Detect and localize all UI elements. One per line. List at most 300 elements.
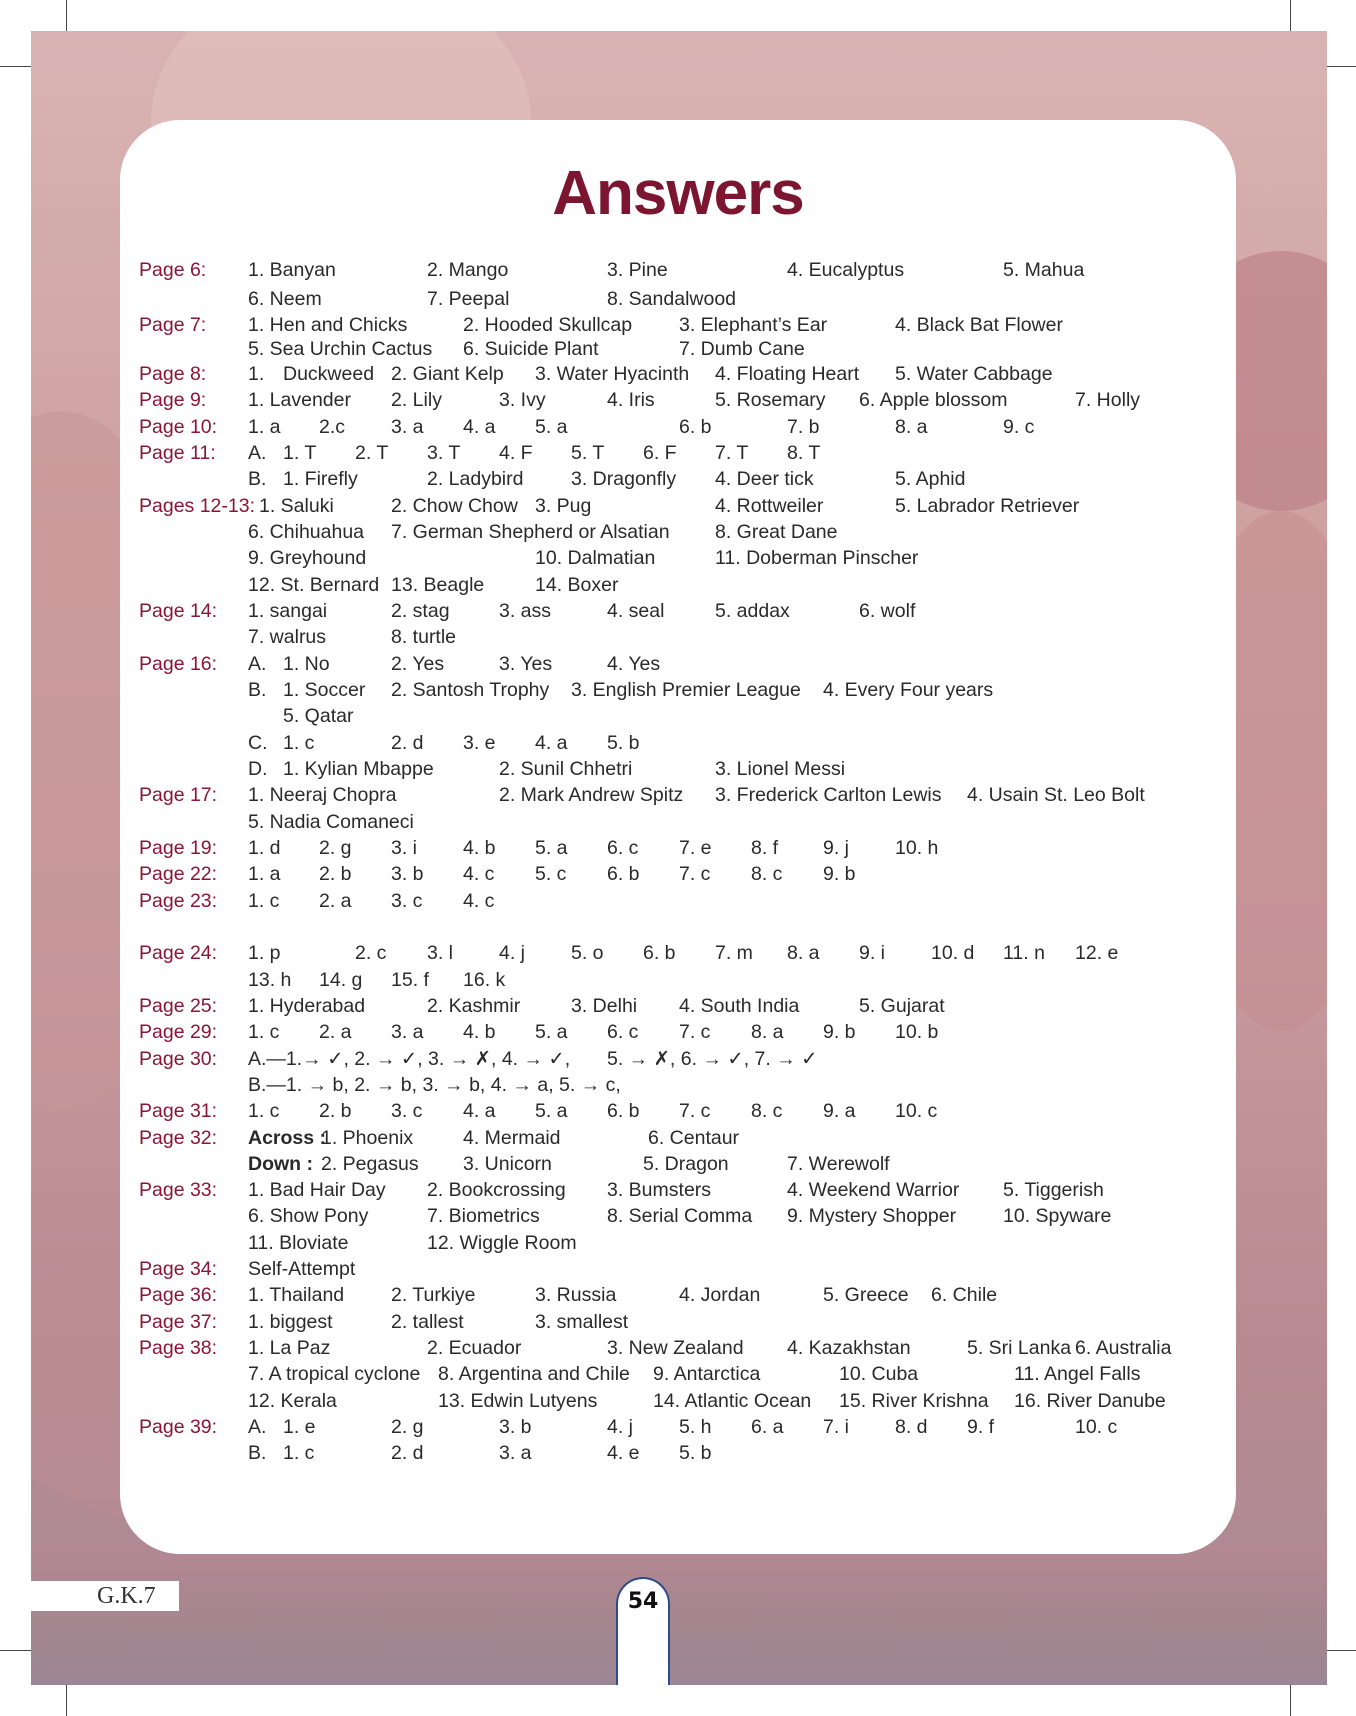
answer-line xyxy=(0,1125,1356,1151)
answer-item: 4. Iris xyxy=(607,389,655,411)
page-reference-label: Page 31: xyxy=(139,1100,218,1122)
answer-item: 5. a xyxy=(535,837,568,859)
answer-item: 4. b xyxy=(463,837,496,859)
answer-item: 3. i xyxy=(391,837,418,859)
answer-item: 5. b xyxy=(607,732,640,754)
answer-item: 10. Spyware xyxy=(1003,1205,1112,1227)
answer-item: 9. c xyxy=(1003,416,1035,438)
answer-item: 2. d xyxy=(391,732,424,754)
book-label: G.K.7 xyxy=(31,1581,179,1611)
answer-line xyxy=(0,967,1356,993)
answer-item: 4. j xyxy=(499,942,526,964)
answer-item: 4. c xyxy=(463,863,495,885)
answer-item: 4. Black Bat Flower xyxy=(895,314,1063,336)
answer-line xyxy=(0,1177,1356,1203)
answer-item: 4. e xyxy=(607,1442,640,1464)
answer-item: 6. Neem xyxy=(248,288,322,310)
answer-item: 1. a xyxy=(248,863,281,885)
answer-item: 1. Neeraj Chopra xyxy=(248,784,397,806)
answer-item: 1. a xyxy=(248,416,281,438)
answer-item: 7. German Shepherd or Alsatian xyxy=(391,521,670,543)
answer-item: 12. e xyxy=(1075,942,1119,964)
answer-line xyxy=(0,414,1356,440)
answer-item: 2. Kashmir xyxy=(427,995,521,1017)
answer-line xyxy=(0,861,1356,887)
answer-item: 1. Kylian Mbappe xyxy=(283,758,434,780)
answer-item: 2. g xyxy=(391,1416,424,1438)
answer-item: 9. j xyxy=(823,837,850,859)
page-reference-label: Page 23: xyxy=(139,890,218,912)
answer-item: 3. Delhi xyxy=(571,995,638,1017)
answer-item: 5. Greece xyxy=(823,1284,909,1306)
answer-item: 5. o xyxy=(571,942,604,964)
answer-item: 4. F xyxy=(499,442,533,464)
answer-item: 6. b xyxy=(607,863,640,885)
answer-item: 9. a xyxy=(823,1100,856,1122)
answer-item: 5. Labrador Retriever xyxy=(895,495,1080,517)
answer-item: 8. d xyxy=(895,1416,928,1438)
page-reference-label: Page 17: xyxy=(139,784,218,806)
answer-item: 6. Chile xyxy=(931,1284,998,1306)
answer-item: 2. stag xyxy=(391,600,450,622)
answer-item: 4. a xyxy=(463,416,496,438)
answer-line xyxy=(0,1414,1356,1440)
answer-line xyxy=(0,440,1356,466)
answer-line xyxy=(0,809,1356,835)
answer-item: 12. St. Bernard xyxy=(248,574,380,596)
answer-line xyxy=(0,257,1356,283)
answer-item: 7. m xyxy=(715,942,753,964)
answer-item: 8. a xyxy=(787,942,820,964)
answer-item: 9. Antarctica xyxy=(653,1363,761,1385)
answer-item: 13. h xyxy=(248,969,292,991)
answer-line xyxy=(0,730,1356,756)
answer-item: 3. Water Hyacinth xyxy=(535,363,690,385)
answer-item: 3. English Premier League xyxy=(571,679,801,701)
answer-item: 5. Water Cabbage xyxy=(895,363,1053,385)
answer-item: 4. seal xyxy=(607,600,665,622)
page-reference-label: Pages 12-13: xyxy=(139,495,256,517)
answer-item: 1. c xyxy=(248,890,280,912)
answer-item: 2. d xyxy=(391,1442,424,1464)
answer-item: 6. F xyxy=(643,442,677,464)
answer-item: 2. Sunil Chhetri xyxy=(499,758,633,780)
answer-item: 2. Turkiye xyxy=(391,1284,476,1306)
answer-line xyxy=(0,1019,1356,1045)
answer-item: 7. c xyxy=(679,863,711,885)
answer-line xyxy=(0,677,1356,703)
answer-line xyxy=(0,624,1356,650)
answer-item: 3. smallest xyxy=(535,1311,629,1333)
answer-item: Duckweed xyxy=(283,363,375,385)
answer-item: 3. Ivy xyxy=(499,389,546,411)
answer-item: A.—1.→ ✓, 2. → ✓, 3. → ✗, 4. → ✓, xyxy=(248,1048,571,1070)
answer-line xyxy=(0,835,1356,861)
answer-item: 11. n xyxy=(1003,942,1045,964)
answer-item: 8. Serial Comma xyxy=(607,1205,753,1227)
answer-item: 1. Hyderabad xyxy=(248,995,366,1017)
answer-item: 2. a xyxy=(319,890,352,912)
answer-item: 5. a xyxy=(535,1100,568,1122)
answer-item: 4. Weekend Warrior xyxy=(787,1179,960,1201)
answer-item: 3. Bumsters xyxy=(607,1179,712,1201)
section-marker: A. xyxy=(248,653,267,675)
answer-item: 1. e xyxy=(283,1416,316,1438)
answer-item: 5. Qatar xyxy=(283,705,354,727)
answer-line xyxy=(0,993,1356,1019)
answer-item: 4. Usain St. Leo Bolt xyxy=(967,784,1145,806)
page-reference-label: Page 34: xyxy=(139,1258,218,1280)
answer-line xyxy=(0,1335,1356,1361)
answer-line xyxy=(0,387,1356,413)
answer-item: 13. Edwin Lutyens xyxy=(438,1390,598,1412)
answer-item: 1. Phoenix xyxy=(321,1127,414,1149)
answer-item: 5. h xyxy=(679,1416,712,1438)
answer-item: 1. Banyan xyxy=(248,259,336,281)
answer-item: 7. c xyxy=(679,1021,711,1043)
answer-item: 3. a xyxy=(391,416,424,438)
answer-item: 1. Firefly xyxy=(283,468,358,490)
answer-item: 2. a xyxy=(319,1021,352,1043)
answer-item: 3. Unicorn xyxy=(463,1153,552,1175)
answer-item: 15. River Krishna xyxy=(839,1390,989,1412)
answer-item: 14. Boxer xyxy=(535,574,619,596)
page-reference-label: Page 8: xyxy=(139,363,207,385)
answer-item: 4. South India xyxy=(679,995,800,1017)
answer-item: 7. Dumb Cane xyxy=(679,338,805,360)
answer-item: 14. g xyxy=(319,969,363,991)
answer-line xyxy=(0,493,1356,519)
answer-item: 9. b xyxy=(823,863,856,885)
answer-item: 1. No xyxy=(283,653,330,675)
answer-item: 6. Australia xyxy=(1075,1337,1172,1359)
answer-item: 10. c xyxy=(1075,1416,1118,1438)
answer-item: 9. i xyxy=(859,942,886,964)
answer-item: 2. Pegasus xyxy=(321,1153,419,1175)
answer-item: 1. La Paz xyxy=(248,1337,331,1359)
answer-item: 2. Chow Chow xyxy=(391,495,518,517)
page-reference-label: Page 16: xyxy=(139,653,218,675)
answer-item: 1. p xyxy=(248,942,281,964)
answer-line xyxy=(0,651,1356,677)
answer-item: 10. Dalmatian xyxy=(535,547,656,569)
answer-item: 7. A tropical cyclone xyxy=(248,1363,421,1385)
page-reference-label: Page 19: xyxy=(139,837,218,859)
answer-item: 10. c xyxy=(895,1100,938,1122)
answer-line xyxy=(0,312,1356,338)
answer-line xyxy=(0,1203,1356,1229)
answer-item: 3. Frederick Carlton Lewis xyxy=(715,784,942,806)
answer-item: 6. Suicide Plant xyxy=(463,338,599,360)
answer-item: 16. k xyxy=(463,969,506,991)
answer-item: 7. Werewolf xyxy=(787,1153,890,1175)
answer-item: 8. c xyxy=(751,863,783,885)
page-reference-label: Page 11: xyxy=(139,442,216,464)
answer-line xyxy=(0,1440,1356,1466)
answer-item: 2. Ecuador xyxy=(427,1337,522,1359)
answer-item: 3. Pug xyxy=(535,495,592,517)
answer-item: 1. c xyxy=(248,1100,280,1122)
answer-item: 3. b xyxy=(391,863,424,885)
answer-item: 2. b xyxy=(319,1100,352,1122)
answer-item: 4. Mermaid xyxy=(463,1127,561,1149)
answer-item: 6. c xyxy=(607,1021,639,1043)
page-reference-label: Page 6: xyxy=(139,259,207,281)
answer-item: 2. Yes xyxy=(391,653,445,675)
answer-line xyxy=(0,940,1356,966)
answer-item: 11. Doberman Pinscher xyxy=(715,547,919,569)
answer-item: 5. b xyxy=(679,1442,712,1464)
answer-item: 5. Sea Urchin Cactus xyxy=(248,338,433,360)
answer-item: 4. Kazakhstan xyxy=(787,1337,911,1359)
answer-item: 1. d xyxy=(248,837,281,859)
answer-item: 6. b xyxy=(607,1100,640,1122)
answer-item: 1. biggest xyxy=(248,1311,333,1333)
answer-item: 6. Centaur xyxy=(648,1127,740,1149)
answer-item: 3. Elephant’s Ear xyxy=(679,314,828,336)
page-reference-label: Page 33: xyxy=(139,1179,218,1201)
answer-line xyxy=(0,782,1356,808)
answer-item: 4. Deer tick xyxy=(715,468,814,490)
answer-item: 4. b xyxy=(463,1021,496,1043)
section-marker: B. xyxy=(248,679,267,701)
answer-item: 3. e xyxy=(463,732,496,754)
answer-line xyxy=(0,1282,1356,1308)
answer-item: 13. Beagle xyxy=(391,574,485,596)
answer-item: 4. Every Four years xyxy=(823,679,994,701)
answer-item: 3. b xyxy=(499,1416,532,1438)
answer-item: 6. Chihuahua xyxy=(248,521,365,543)
answer-item: 1. sangai xyxy=(248,600,328,622)
answer-item: B.—1. → b, 2. → b, 3. → b, 4. → a, 5. → c, xyxy=(248,1074,621,1096)
answer-item: 1. c xyxy=(283,732,315,754)
page-reference-label: Page 37: xyxy=(139,1311,218,1333)
answer-item: 3. Dragonfly xyxy=(571,468,677,490)
page-number-tab xyxy=(616,1577,670,1685)
answer-item: 4. j xyxy=(607,1416,634,1438)
answer-line xyxy=(0,756,1356,782)
answer-item: 10. d xyxy=(931,942,975,964)
answer-item: 4. c xyxy=(463,890,495,912)
answer-line xyxy=(0,598,1356,624)
answer-item: 3. Lionel Messi xyxy=(715,758,846,780)
answer-item: 2. c xyxy=(355,942,387,964)
answer-item: 7. Holly xyxy=(1075,389,1141,411)
answer-item: 5. Sri Lanka xyxy=(967,1337,1072,1359)
page-reference-label: Page 10: xyxy=(139,416,218,438)
page-reference-label: Page 29: xyxy=(139,1021,218,1043)
answer-item: 3. Russia xyxy=(535,1284,617,1306)
answer-line xyxy=(0,888,1356,914)
answer-item: 2. Ladybird xyxy=(427,468,524,490)
answer-item: 5. → ✗, 6. → ✓, 7. → ✓ xyxy=(607,1048,818,1070)
answer-item: 9. f xyxy=(967,1416,995,1438)
page-reference-label: Page 22: xyxy=(139,863,218,885)
answer-item: 3. New Zealand xyxy=(607,1337,744,1359)
answer-item: 7. i xyxy=(823,1416,850,1438)
answer-line xyxy=(0,1361,1356,1387)
answer-item: 5. Nadia Comaneci xyxy=(248,811,414,833)
page-reference-label: Page 9: xyxy=(139,389,207,411)
answer-item: 7. c xyxy=(679,1100,711,1122)
answer-item: 2. Mark Andrew Spitz xyxy=(499,784,684,806)
answer-line xyxy=(0,1072,1356,1098)
answer-item: 2. Giant Kelp xyxy=(391,363,504,385)
answer-item: 2. b xyxy=(319,863,352,885)
page-reference-label: Page 24: xyxy=(139,942,218,964)
answer-item: 3. a xyxy=(391,1021,424,1043)
page-title: Answers xyxy=(552,159,804,228)
answer-item: 6. b xyxy=(679,416,712,438)
answer-item: 9. Mystery Shopper xyxy=(787,1205,957,1227)
answer-item: 1. xyxy=(248,363,265,385)
answer-item: 8. T xyxy=(787,442,821,464)
answer-item: 9. Greyhound xyxy=(248,547,367,569)
answer-item: 5. Rosemary xyxy=(715,389,826,411)
answer-item: 1. Bad Hair Day xyxy=(248,1179,386,1201)
answer-item: 4. a xyxy=(535,732,568,754)
answer-item: 8. f xyxy=(751,837,779,859)
answer-item: 4. a xyxy=(463,1100,496,1122)
answer-item: 5. addax xyxy=(715,600,790,622)
section-marker: B. xyxy=(248,1442,267,1464)
answer-item: 3. c xyxy=(391,1100,423,1122)
answer-item: 2. Hooded Skullcap xyxy=(463,314,633,336)
page-reference-label: Page 25: xyxy=(139,995,218,1017)
page-reference-label: Page 32: xyxy=(139,1127,218,1149)
answer-item: 8. turtle xyxy=(391,626,457,648)
answer-item: 3. ass xyxy=(499,600,552,622)
answer-item: 5. Tiggerish xyxy=(1003,1179,1104,1201)
answer-item: 5. c xyxy=(535,863,567,885)
section-marker: A. xyxy=(248,1416,267,1438)
answer-item: 8. a xyxy=(751,1021,784,1043)
answer-item: 4. Eucalyptus xyxy=(787,259,905,281)
answer-item: 1. c xyxy=(283,1442,315,1464)
answer-item: 7. e xyxy=(679,837,712,859)
answer-item: 5. T xyxy=(571,442,605,464)
answer-item: 5. Aphid xyxy=(895,468,966,490)
answer-item: 12. Kerala xyxy=(248,1390,337,1412)
answer-item: 1. T xyxy=(283,442,317,464)
answer-item: 4. Floating Heart xyxy=(715,363,860,385)
clue-direction-label: Down : xyxy=(248,1153,313,1175)
answer-item: 6. wolf xyxy=(859,600,916,622)
answer-line xyxy=(0,361,1356,387)
answer-item: Self-Attempt xyxy=(248,1258,356,1280)
answer-item: 2.c xyxy=(319,416,346,438)
answer-item: 3. Pine xyxy=(607,259,668,281)
answer-line xyxy=(0,1230,1356,1256)
clue-direction-label: Across : xyxy=(248,1127,327,1149)
answer-item: 1. Soccer xyxy=(283,679,366,701)
answer-line xyxy=(0,572,1356,598)
page-reference-label: Page 36: xyxy=(139,1284,218,1306)
answer-line xyxy=(0,286,1356,312)
page-reference-label: Page 30: xyxy=(139,1048,218,1070)
answer-item: 4. Rottweiler xyxy=(715,495,824,517)
answer-line xyxy=(0,1098,1356,1124)
answer-item: 1. Lavender xyxy=(248,389,351,411)
section-marker: A. xyxy=(248,442,267,464)
answer-item: 10. Cuba xyxy=(839,1363,919,1385)
answer-item: 1. c xyxy=(248,1021,280,1043)
answer-item: 7. b xyxy=(787,416,820,438)
answer-item: 12. Wiggle Room xyxy=(427,1232,577,1254)
answer-item: 3. l xyxy=(427,942,454,964)
answer-item: 10. b xyxy=(895,1021,939,1043)
answer-item: 15. f xyxy=(391,969,429,991)
answer-item: 7. Peepal xyxy=(427,288,510,310)
page-reference-label: Page 7: xyxy=(139,314,207,336)
answer-item: 2. Mango xyxy=(427,259,509,281)
answer-line xyxy=(0,1151,1356,1177)
answer-item: 4. Yes xyxy=(607,653,661,675)
answer-item: 5. Gujarat xyxy=(859,995,945,1017)
answer-item: 6. Apple blossom xyxy=(859,389,1008,411)
page-reference-label: Page 39: xyxy=(139,1416,218,1438)
answer-item: 1. Saluki xyxy=(259,495,334,517)
answer-item: 8. Argentina and Chile xyxy=(438,1363,630,1385)
page-number: 54 xyxy=(627,1589,659,1614)
answer-item: 6. a xyxy=(751,1416,784,1438)
answer-item: 7. walrus xyxy=(248,626,327,648)
section-marker: C. xyxy=(248,732,268,754)
answer-item: 2. Santosh Trophy xyxy=(391,679,550,701)
answer-item: 4. Jordan xyxy=(679,1284,761,1306)
answer-item: 11. Bloviate xyxy=(248,1232,349,1254)
answer-item: 5. Mahua xyxy=(1003,259,1085,281)
answer-item: 3. a xyxy=(499,1442,532,1464)
answer-item: 8. Great Dane xyxy=(715,521,838,543)
answer-item: 6. c xyxy=(607,837,639,859)
answer-line xyxy=(0,545,1356,571)
answer-item: 2. T xyxy=(355,442,389,464)
answer-line xyxy=(0,1388,1356,1414)
page-reference-label: Page 14: xyxy=(139,600,218,622)
answer-item: 5. a xyxy=(535,416,568,438)
answer-item: 8. Sandalwood xyxy=(607,288,737,310)
answer-item: 3. Yes xyxy=(499,653,553,675)
answer-item: 6. Show Pony xyxy=(248,1205,369,1227)
answer-line xyxy=(0,336,1356,362)
answer-item: 2. Lily xyxy=(391,389,442,411)
answer-line xyxy=(0,1309,1356,1335)
answer-line xyxy=(0,703,1356,729)
answer-item: 10. h xyxy=(895,837,939,859)
answer-item: 2. g xyxy=(319,837,352,859)
answer-line xyxy=(0,519,1356,545)
answer-item: 11. Angel Falls xyxy=(1014,1363,1141,1385)
page-reference-label: Page 38: xyxy=(139,1337,218,1359)
answer-item: 8. a xyxy=(895,416,928,438)
answer-item: 3. c xyxy=(391,890,423,912)
answer-item: 1. Thailand xyxy=(248,1284,345,1306)
answer-item: 1. Hen and Chicks xyxy=(248,314,408,336)
answer-line xyxy=(0,1256,1356,1282)
answer-item: 14. Atlantic Ocean xyxy=(653,1390,812,1412)
answer-item: 8. c xyxy=(751,1100,783,1122)
answer-item: 5. Dragon xyxy=(643,1153,729,1175)
section-marker: B. xyxy=(248,468,267,490)
answer-item: 7. Biometrics xyxy=(427,1205,540,1227)
answer-line xyxy=(0,466,1356,492)
answer-item: 6. b xyxy=(643,942,676,964)
section-marker: D. xyxy=(248,758,268,780)
answer-item: 2. Bookcrossing xyxy=(427,1179,566,1201)
answer-item: 7. T xyxy=(715,442,749,464)
answer-item: 16. River Danube xyxy=(1014,1390,1166,1412)
